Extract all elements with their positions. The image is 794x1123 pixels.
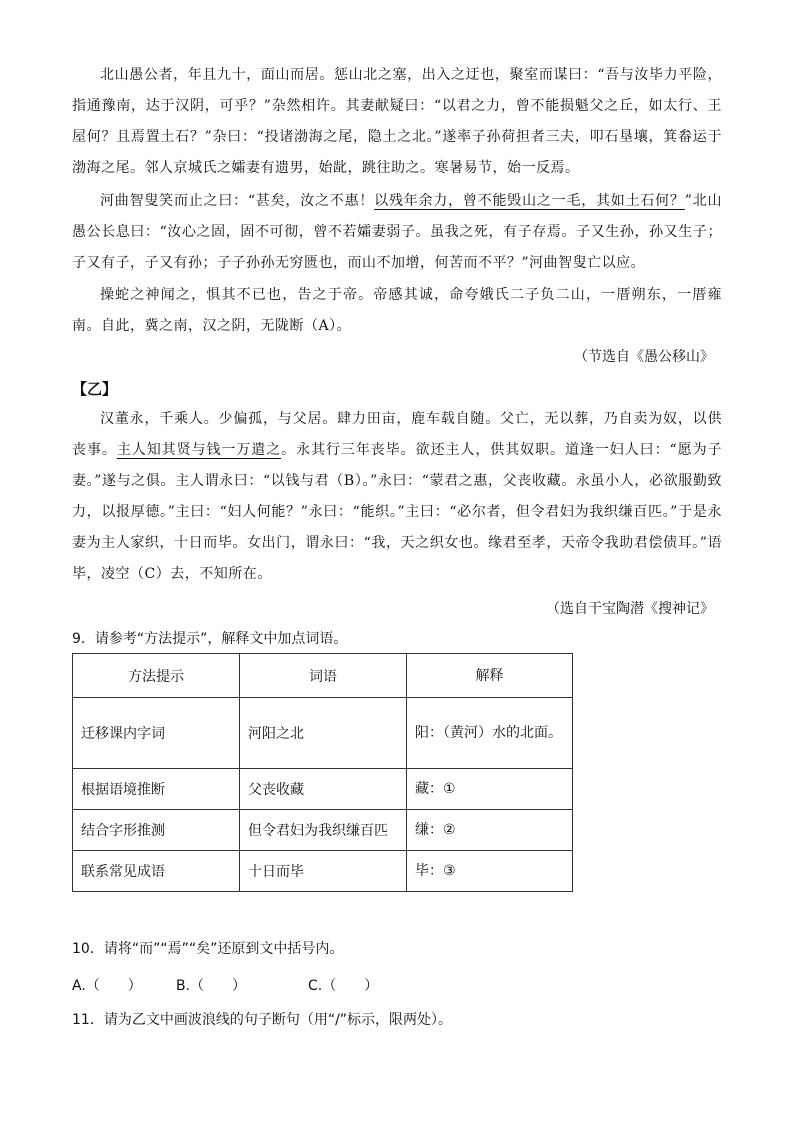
section-label-yi: 【乙】: [72, 380, 118, 398]
jia-p2-underlined-sentence: 以残年余力，曾不能毁山之一毛，其如土石何？: [374, 193, 685, 209]
method-table: [72, 653, 573, 892]
table-cell: 根据语境推断: [73, 769, 240, 810]
table-cell: 缣：②: [407, 810, 573, 851]
yi-wavy-sentence: 主人知其贤与钱一万遣之: [116, 442, 282, 458]
table-header-method: 方法提示: [73, 654, 240, 698]
table-cell: 联系常见成语: [73, 851, 240, 892]
table-row: [73, 769, 573, 810]
table-header-row: [73, 654, 573, 698]
table-row: [73, 851, 573, 892]
table-cell: 结合字形推测: [73, 810, 240, 851]
table-cell: 河阳之北: [240, 698, 407, 769]
table-cell: 迁移课内字词: [73, 698, 240, 769]
question-10-option-c: C.（ ）: [308, 978, 379, 994]
jia-paragraph-2: [72, 186, 722, 279]
jia-p2-text-b: ”北山愚公长息曰：“汝心之固，固不可彻，曾不若孀妻弱子。虽我之死，有子存焉。子又生孙，孙又生子；子又有子，子又有孙；子子孙孙无穷匮也，而山不加增，何苦而不平？”河曲智叟亡以应。: [72, 193, 723, 271]
table-row: [73, 810, 573, 851]
jia-paragraph-3: 操蛇之神闻之，惧其不已也，告之于帝。帝感其诚，命夸娥氏二子负二山，一厝朔东，一厝雍南。自此，冀之南，汉之阴，无陇断（A）。: [72, 287, 722, 334]
table-cell: 阳：（黄河）水的北面。: [407, 698, 573, 769]
jia-source: （节选自《愚公移山》: [574, 349, 714, 365]
yi-text-b: 。永其行三年丧毕。欲还主人，供其奴职。道逢一妇人曰：“愿为子妻。”遂与之俱。主人谓永曰：“以钱与君（B）。”永曰：“蒙君之惠，父丧收藏。永虽小人，必欲服勤致力，以报厚德。”主曰：“妇人何能？”永曰：“能织。”主曰：“必尔者，但令君妇为我织缣百匹。”于是永妻为主人家织，十日而毕。女出门，谓永曰：“我，天之织女也。缘君至孝，天帝令我助君偿债耳。”语毕，凌空（C）去，不知所在。: [72, 442, 723, 582]
jia-paragraph-1: 北山愚公者，年且九十，面山而居。惩山北之塞，出入之迂也，聚室而谋曰：“吾与汝毕力平险，指通豫南，达于汉阴，可乎？”杂然相许。其妻献疑曰：“以君之力，曾不能损魁父之丘，如太行、王屋何？且焉置土石？”杂曰：“投诸渤海之尾，隐土之北。”遂率子孙荷担者三夫，叩石垦壤，箕畚运于渤海之尾。邻人京城氏之孀妻有遗男，始龀，跳往助之。寒暑易节，始一反焉。: [72, 67, 722, 176]
question-11-prompt: 11．请为乙文中画波浪线的句子断句（用“/”标示，限两处）。: [72, 1012, 453, 1028]
question-10-option-a: A.（ ）: [72, 978, 142, 994]
question-9-prompt: 9．请参考“方法提示”，解释文中加点词语。: [72, 631, 348, 647]
jia-p2-text-a: 河曲智叟笑而止之曰：“甚矣，汝之不惠！: [100, 193, 375, 209]
table-header-word: 词语: [240, 654, 407, 698]
table-cell: 藏：①: [407, 769, 573, 810]
table-cell: 但令君妇为我织缣百匹: [240, 810, 407, 851]
table-header-explanation: 解释: [407, 654, 573, 698]
table-cell: 父丧收藏: [240, 769, 407, 810]
yi-paragraph: [72, 404, 722, 590]
question-10-prompt: 10．请将“而”“焉”“矣”还原到文中括号内。: [72, 941, 344, 957]
yi-source: （选自干宝陶潜《搜神记》: [546, 601, 714, 617]
table-cell: 十日而毕: [240, 851, 407, 892]
question-10-option-b: B.（ ）: [176, 978, 247, 994]
table-row: [73, 698, 573, 769]
table-cell: 毕：③: [407, 851, 573, 892]
yi-text-a: 汉董永，千乘人。少偏孤，与父居。肆力田亩，鹿车载自随。父亡，无以葬，乃自卖为奴，以供丧事。: [72, 411, 722, 458]
